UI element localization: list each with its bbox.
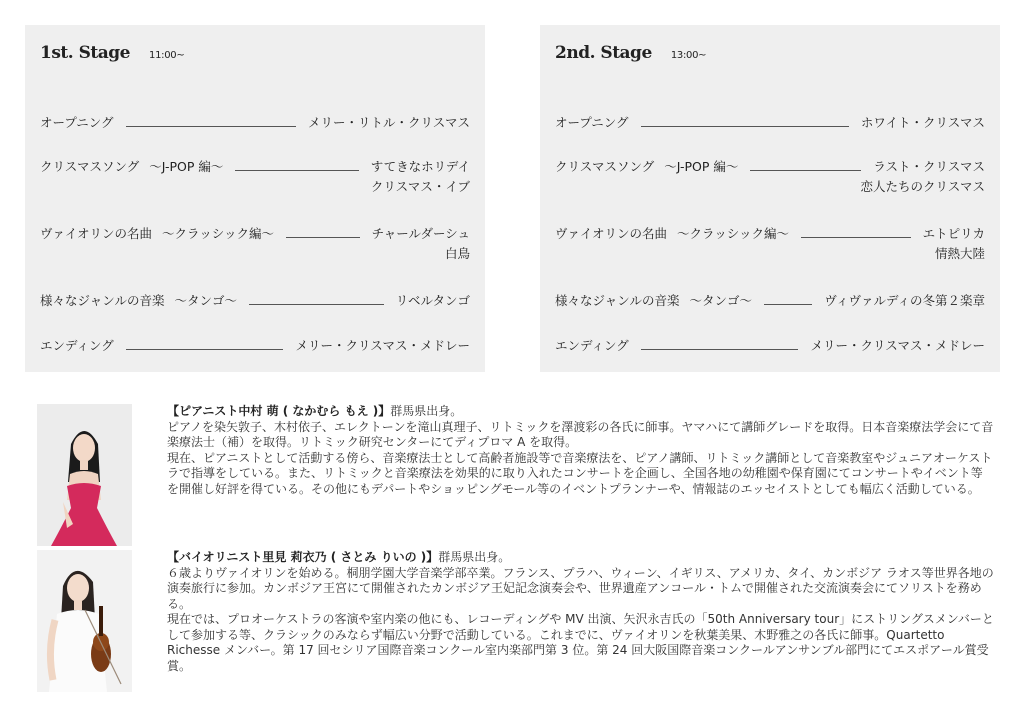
bio-heading: 【ピアニスト中村 萌 ( なかむら もえ )】 bbox=[167, 404, 391, 418]
song-title: エトピリカ bbox=[922, 226, 985, 241]
leader-line bbox=[126, 126, 296, 127]
bio-origin: 群馬県出身。 bbox=[438, 550, 511, 564]
song-title: リベルタンゴ bbox=[395, 293, 470, 308]
program-label: クリスマスソング bbox=[40, 159, 140, 174]
program-subtitle: ～クラッシック編～ bbox=[162, 226, 275, 241]
stage-time: 13:00~ bbox=[670, 50, 707, 61]
leader-line bbox=[126, 349, 284, 350]
song-title: すてきなホリデイ bbox=[370, 159, 470, 174]
bio-paragraph: 現在、ピアニストとして活動する傍ら、音楽療法士として高齢者施設等で音楽療法を、ピアノ講師、リトミック講師として音楽教室やジュニアオーケストラで指導をしている。また、リトミックと音楽療法を効果的に取り入れたコンサートを企画し、全国各地の幼稚園や保育園にてコンサートやイベント等を開催し好評を得ている。その他にもデパートやショッピングモール等のイベントプランナーや、情報誌のエッセイストとしても幅広く活動している。 bbox=[167, 450, 993, 496]
program-subtitle: ～タンゴ～ bbox=[689, 293, 752, 308]
bio-paragraph: 現在では、プロオーケストラの客演や室内楽の他にも、レコーディングや MV 出演、矢沢永吉氏の「50th Anniversary tour」にストリングスメンバーとして参加する等、クラシックのみならず幅広い分野で活動している。これまでに、ヴァイオリンを秋葉美果、木野雅之の各氏に師事。Quartetto Richesse メンバー。第 17 回セシリア国際音楽コンクール室内楽部門第 3 位。第 24 回大阪国際音楽コンクールアンサンブル部門にてエスポアール賞受賞。 bbox=[167, 612, 994, 673]
program-subtitle: ～J-POP 編～ bbox=[149, 159, 224, 174]
program-row-ending bbox=[40, 335, 470, 355]
program-row-violin-classics bbox=[40, 223, 470, 265]
program-label: エンディング bbox=[555, 338, 629, 353]
violinist-portrait-image bbox=[37, 550, 132, 692]
program-row-christmas-songs bbox=[555, 156, 985, 198]
violinist-photo bbox=[37, 550, 132, 692]
bio-paragraph: ６歳よりヴァイオリンを始める。桐朋学園大学音楽学部卒業。フランス、プラハ、ウィーン、イギリス、アメリカ、タイ、カンボジア ラオス等世界各地の演奏旅行に参加。カンボジア王宮にて開催されたカンボジア王妃記念演奏会や、世界遺産アンコール・トムで開催された交流演奏会にてソリストを務める。 bbox=[167, 565, 994, 611]
stage1-panel bbox=[25, 25, 485, 372]
program-label: クリスマスソング bbox=[555, 159, 655, 174]
song-title: クリスマス・イブ bbox=[370, 179, 470, 194]
leader-line bbox=[286, 237, 360, 238]
stage-time: 11:00~ bbox=[149, 50, 185, 61]
program-subtitle: ～クラッシック編～ bbox=[677, 226, 790, 241]
program-label: ヴァイオリンの名曲 bbox=[40, 226, 153, 241]
program-row-genres bbox=[555, 290, 985, 310]
bio-origin: 群馬県出身。 bbox=[390, 404, 463, 418]
song-title: 恋人たちのクリスマス bbox=[860, 179, 985, 194]
program-label: ヴァイオリンの名曲 bbox=[555, 226, 668, 241]
song-title: ラスト・クリスマス bbox=[873, 159, 985, 174]
leader-line bbox=[641, 126, 849, 127]
program-subtitle: ～J-POP 編～ bbox=[664, 159, 739, 174]
leader-line bbox=[801, 237, 911, 238]
program-row-violin-classics bbox=[555, 223, 985, 265]
stage2-panel bbox=[540, 25, 1000, 372]
stage-title: 1st. Stage bbox=[40, 43, 130, 63]
pianist-bio-text bbox=[167, 404, 994, 497]
song-title: メリー・クリスマス・メドレー bbox=[295, 338, 470, 353]
song-title: ホワイト・クリスマス bbox=[860, 115, 985, 130]
song-title: 白鳥 bbox=[444, 246, 470, 261]
leader-line bbox=[235, 170, 358, 171]
song-title: メリー・リトル・クリスマス bbox=[307, 115, 470, 130]
program-row-opening bbox=[555, 112, 985, 132]
pianist-photo bbox=[37, 404, 132, 546]
song-title: チャールダーシュ bbox=[371, 226, 470, 241]
leader-line bbox=[764, 304, 812, 305]
stage2-header bbox=[555, 43, 706, 63]
program-label: 様々なジャンルの音楽 bbox=[40, 293, 165, 308]
leader-line bbox=[249, 304, 384, 305]
leader-line bbox=[750, 170, 861, 171]
program-label: オープニング bbox=[555, 115, 629, 130]
violinist-bio-text bbox=[167, 550, 994, 674]
program-label: オープニング bbox=[40, 115, 114, 130]
program-row-genres bbox=[40, 290, 470, 310]
stage1-header bbox=[40, 43, 184, 63]
bio-paragraph: ピアノを染矢敦子、木村依子、エレクトーンを滝山真理子、リトミックを澤渡彩の各氏に師事。ヤマハにて講師グレードを取得。日本音楽療法学会にて音楽療法士（補）を取得。リトミック研究センターにてディプロマ A を取得。 bbox=[167, 419, 994, 449]
pianist-portrait-image bbox=[37, 404, 132, 546]
program-row-christmas-songs bbox=[40, 156, 470, 198]
program-subtitle: ～タンゴ～ bbox=[174, 293, 237, 308]
program-row-opening bbox=[40, 112, 470, 132]
song-title: ヴィヴァルディの冬第２楽章 bbox=[824, 293, 985, 308]
program-label: 様々なジャンルの音楽 bbox=[555, 293, 680, 308]
song-title: メリー・クリスマス・メドレー bbox=[810, 338, 985, 353]
song-title: 情熱大陸 bbox=[934, 246, 985, 261]
program-row-ending bbox=[555, 335, 985, 355]
program-label: エンディング bbox=[40, 338, 114, 353]
stage-title: 2nd. Stage bbox=[555, 43, 652, 63]
leader-line bbox=[641, 349, 799, 350]
bio-heading: 【バイオリニスト里見 莉衣乃 ( さとみ りいの )】 bbox=[167, 550, 439, 564]
